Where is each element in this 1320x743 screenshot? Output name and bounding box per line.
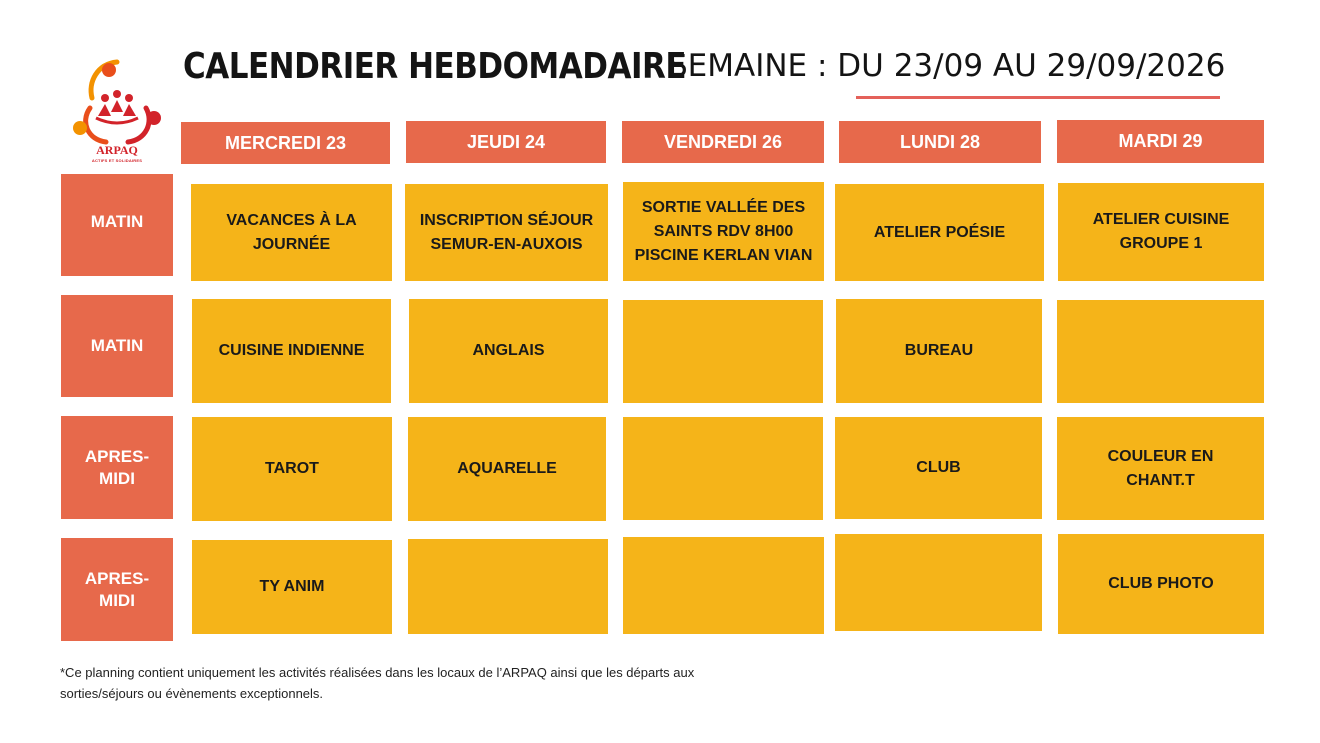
activity-cell	[408, 539, 608, 634]
activity-cell: INSCRIPTION SÉJOUR SEMUR-EN-AUXOIS	[405, 184, 608, 281]
activity-cell	[623, 417, 823, 520]
slot-label: APRES-MIDI	[61, 538, 173, 641]
activity-cell: TY ANIM	[192, 540, 392, 634]
activity-cell: CLUB PHOTO	[1058, 534, 1264, 634]
activity-cell	[1057, 300, 1264, 403]
logo-name: ARPAQ	[96, 143, 138, 157]
activity-cell: ATELIER POÉSIE	[835, 184, 1044, 281]
activity-cell: AQUARELLE	[408, 417, 606, 521]
slot-label: MATIN	[61, 295, 173, 397]
page-title: CALENDRIER HEBDOMADAIRE	[183, 46, 687, 88]
activity-cell: COULEUR EN CHANT.T	[1057, 417, 1264, 520]
activity-cell	[623, 300, 823, 403]
logo-tagline: ACTIFS ET SOLIDAIRES	[91, 158, 143, 163]
activity-cell: ANGLAIS	[409, 299, 608, 403]
activity-cell	[835, 534, 1042, 631]
activity-cell: ATELIER CUISINE GROUPE 1	[1058, 183, 1264, 281]
activity-cell: BUREAU	[836, 299, 1042, 403]
day-header-mardi: MARDI 29	[1057, 120, 1264, 163]
activity-cell: CLUB	[835, 417, 1042, 519]
day-header-mercredi: MERCREDI 23	[181, 122, 390, 164]
activity-cell	[623, 537, 824, 634]
footnote: *Ce planning contient uniquement les activités réalisées dans les locaux de l’ARPAQ ainsi que les départs aux sorties/séjours ou évènements exceptionnels.	[60, 665, 695, 701]
title-underline	[856, 96, 1220, 99]
activity-cell: SORTIE VALLÉE DES SAINTS RDV 8H00 PISCINE KERLAN VIAN	[623, 182, 824, 281]
activity-cell: CUISINE INDIENNE	[192, 299, 391, 403]
week-label: SEMAINE : DU 23/09 AU 29/09/2026	[668, 48, 1226, 84]
day-header-lundi: LUNDI 28	[839, 121, 1041, 163]
activity-cell: TAROT	[192, 417, 392, 521]
day-header-vendredi: VENDREDI 26	[622, 121, 824, 163]
slot-label: APRES-MIDI	[61, 416, 173, 519]
day-header-jeudi: JEUDI 24	[406, 121, 606, 163]
activity-cell: VACANCES À LA JOURNÉE	[191, 184, 392, 281]
slot-label: MATIN	[61, 174, 173, 276]
